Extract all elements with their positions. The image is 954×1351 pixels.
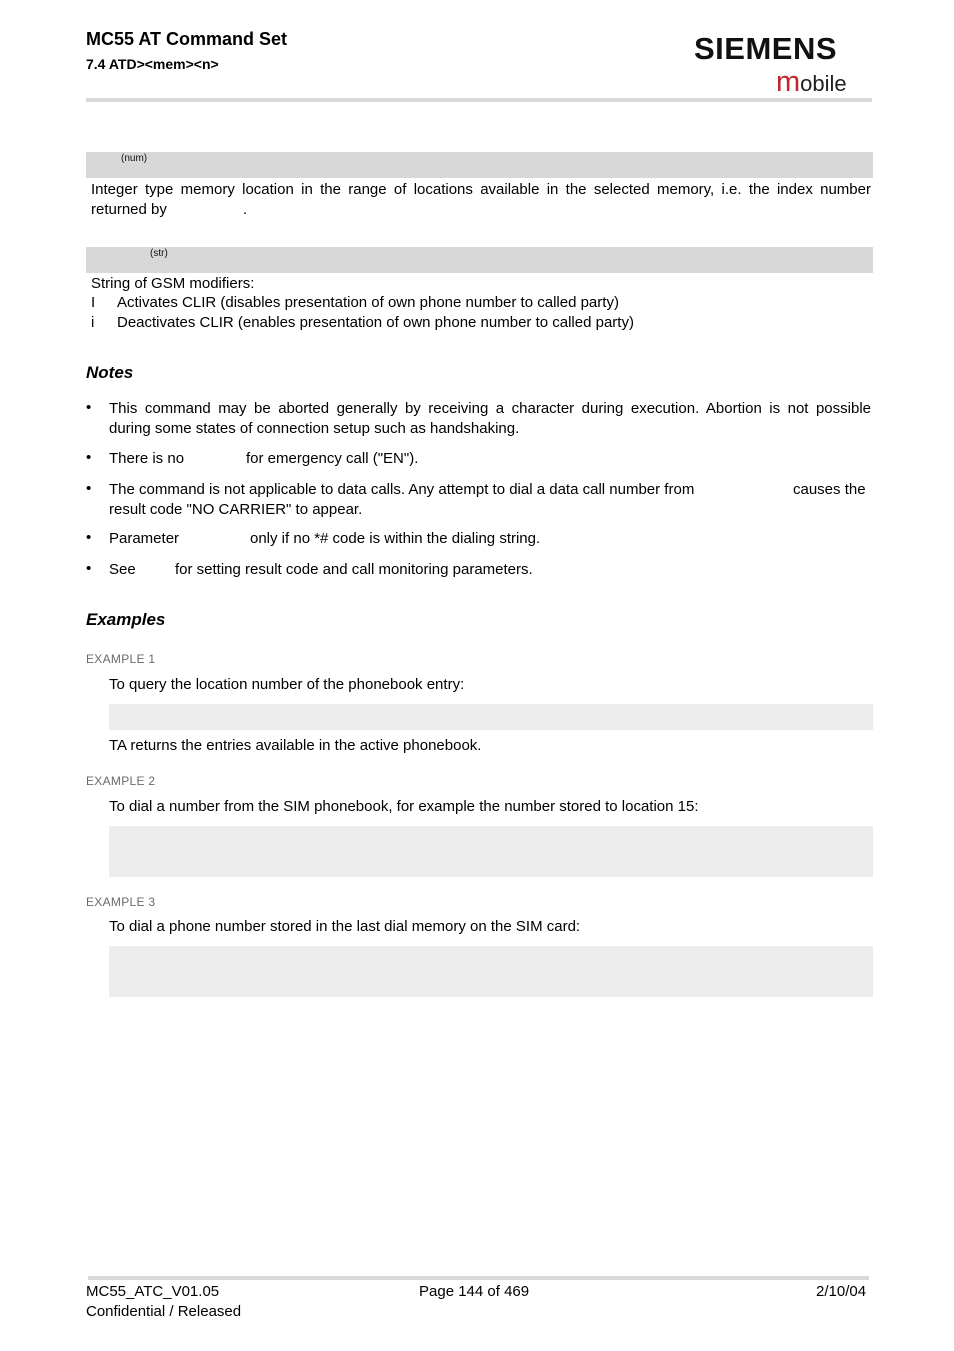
footer-divider [88, 1276, 869, 1280]
examples-heading: Examples [86, 610, 166, 629]
param-num-description-line2: returned by [91, 201, 167, 218]
notes-heading: Notes [86, 363, 134, 382]
example-1-after: TA returns the entries available in the active phonebook. [109, 737, 482, 754]
example-3-intro: To dial a phone number stored in the last dial memory on the SIM card: [109, 918, 581, 935]
example-2-label: EXAMPLE 2 [86, 774, 156, 788]
note-3-line2: result code "NO CARRIER" to appear. [109, 501, 363, 518]
footer-date: 2/10/04 [816, 1283, 867, 1300]
param-type-num: (num) [121, 153, 148, 164]
footer-status: Confidential / Released [86, 1303, 242, 1320]
param-num-description-line1: Integer type memory location in the range of locations available in the selected memory, i.e. the index number [91, 181, 871, 198]
modifier-key-i: i [91, 314, 95, 331]
bullet: • [86, 399, 92, 416]
note-1-line2: during some states of connection setup such as handshaking. [109, 420, 520, 437]
header-divider [86, 98, 872, 102]
bullet: • [86, 449, 92, 466]
bullet: • [86, 560, 92, 577]
param-str-intro: String of GSM modifiers: [91, 275, 255, 292]
mobile-logo [776, 66, 847, 99]
param-header-str [86, 247, 873, 273]
note-2-part1: There is no [109, 450, 185, 467]
example-2-code-box [109, 826, 873, 877]
example-3-label: EXAMPLE 3 [86, 895, 156, 909]
mobile-logo-rest: obile [800, 71, 847, 96]
param-type-str: (str) [150, 248, 168, 259]
note-4-part1: Parameter [109, 530, 180, 547]
section-title: 7.4 ATD><mem><n> [86, 56, 219, 72]
example-1-code-box [109, 704, 873, 730]
param-num-description-end: . [243, 201, 248, 218]
note-5-part2: for setting result code and call monitoring parameters. [175, 561, 533, 578]
footer-doc-id: MC55_ATC_V01.05 [86, 1283, 220, 1300]
bullet: • [86, 480, 92, 497]
note-item-1 [109, 399, 871, 439]
note-3-line1b: causes the [793, 481, 866, 498]
note-1-line1: This command may be aborted generally by receiving a character during execution. Abortion is not possible [109, 400, 871, 417]
note-2-part2: for emergency call ("EN"). [246, 450, 419, 467]
modifier-text-I: Activates CLIR (disables presentation of own phone number to called party) [117, 294, 619, 311]
bullet: • [86, 529, 92, 546]
document-title: MC55 AT Command Set [86, 29, 288, 49]
param-header-num [86, 152, 873, 178]
footer-page-number: Page 144 of 469 [419, 1283, 530, 1300]
example-2-intro: To dial a number from the SIM phonebook, for example the number stored to location 15: [109, 798, 699, 815]
siemens-logo: SIEMENS [694, 31, 838, 66]
modifier-key-I: I [91, 294, 96, 311]
note-5-part1: See [109, 561, 136, 578]
example-3-code-box [109, 946, 873, 997]
example-1-intro: To query the location number of the phonebook entry: [109, 676, 465, 693]
mobile-logo-m: m [776, 66, 801, 98]
note-4-part2: only if no *# code is within the dialing string. [250, 530, 541, 547]
example-1-label: EXAMPLE 1 [86, 652, 156, 666]
modifier-text-i: Deactivates CLIR (enables presentation of own phone number to called party) [117, 314, 634, 331]
note-3-line1a: The command is not applicable to data calls. Any attempt to dial a data call number from [109, 481, 695, 498]
